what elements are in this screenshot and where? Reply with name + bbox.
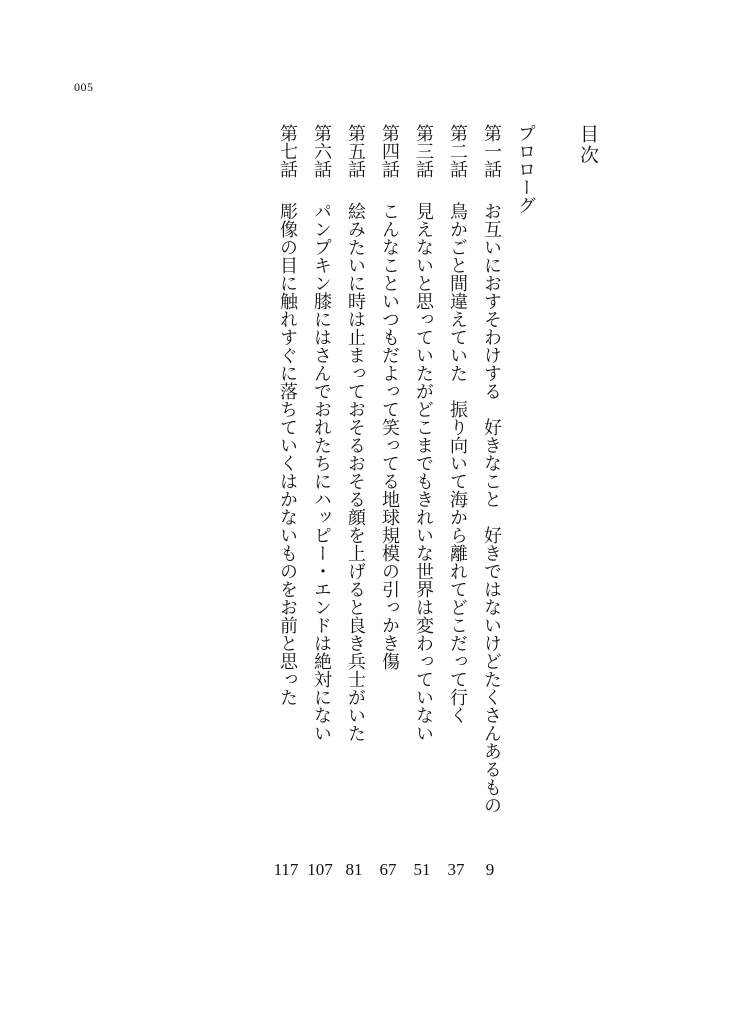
toc-entry-page: 37 (447, 860, 465, 879)
toc-entry-title: 鳥かごと間違えていた 振り向いて海から離れてどこだって行く (447, 202, 468, 724)
toc-entry-page: 9 (485, 860, 495, 879)
toc-entry-title: プロローグ (515, 124, 536, 214)
toc-entry-title: 彫像の目に触れすぐに落ちていくはかないものをお前と思った (277, 202, 298, 706)
toc-entry-chapter-3[interactable] (406, 124, 438, 904)
toc-entry-chapter-6[interactable] (304, 124, 336, 904)
toc-entry-title: 絵みたいに時は止まっておそるおそる顔を上げると良き兵士がいた (345, 202, 366, 742)
toc-entry-title: お互いにおすそわけする 好きなこと 好きではないけどたくさんあるもの (481, 202, 502, 814)
toc-entry-page: 51 (413, 860, 431, 879)
toc-entry-chapter-7[interactable] (270, 124, 302, 904)
toc-entry-page: 81 (345, 860, 363, 879)
toc-entry-page: 117 (273, 860, 299, 879)
toc-entry-label: 第五話 (345, 124, 366, 178)
toc-entry-chapter-1[interactable] (474, 124, 506, 904)
toc-entry-title: 見えないと思っていたがどこまでもきれいな世界は変わっていない (413, 202, 434, 742)
toc-entry-label: 第七話 (277, 124, 298, 178)
toc-entry-label: 第四話 (379, 124, 400, 178)
toc-entry-label: 第三話 (413, 124, 434, 178)
toc-entry-chapter-4[interactable] (372, 124, 404, 904)
toc-entry-chapter-2[interactable] (440, 124, 472, 904)
toc-entry-page: 67 (379, 860, 397, 879)
toc-list (270, 124, 540, 904)
toc-entry-title: こんなこといつもだよって笑ってる地球規模の引っかき傷 (379, 202, 400, 670)
toc-entry-page: 107 (307, 860, 333, 879)
toc-entry-chapter-5[interactable] (338, 124, 370, 904)
toc-entry-prologue[interactable] (508, 124, 540, 904)
toc-entry-title: パンプキン膝にはさんでおれたちにハッピー・エンドは絶対にない (311, 202, 332, 742)
toc-entry-label: 第六話 (311, 124, 332, 178)
toc-entry-label: 第一話 (481, 124, 502, 178)
page-number: 005 (74, 80, 94, 94)
toc-entry-label: 第二話 (447, 124, 468, 178)
toc-heading: 目次 (577, 124, 599, 166)
